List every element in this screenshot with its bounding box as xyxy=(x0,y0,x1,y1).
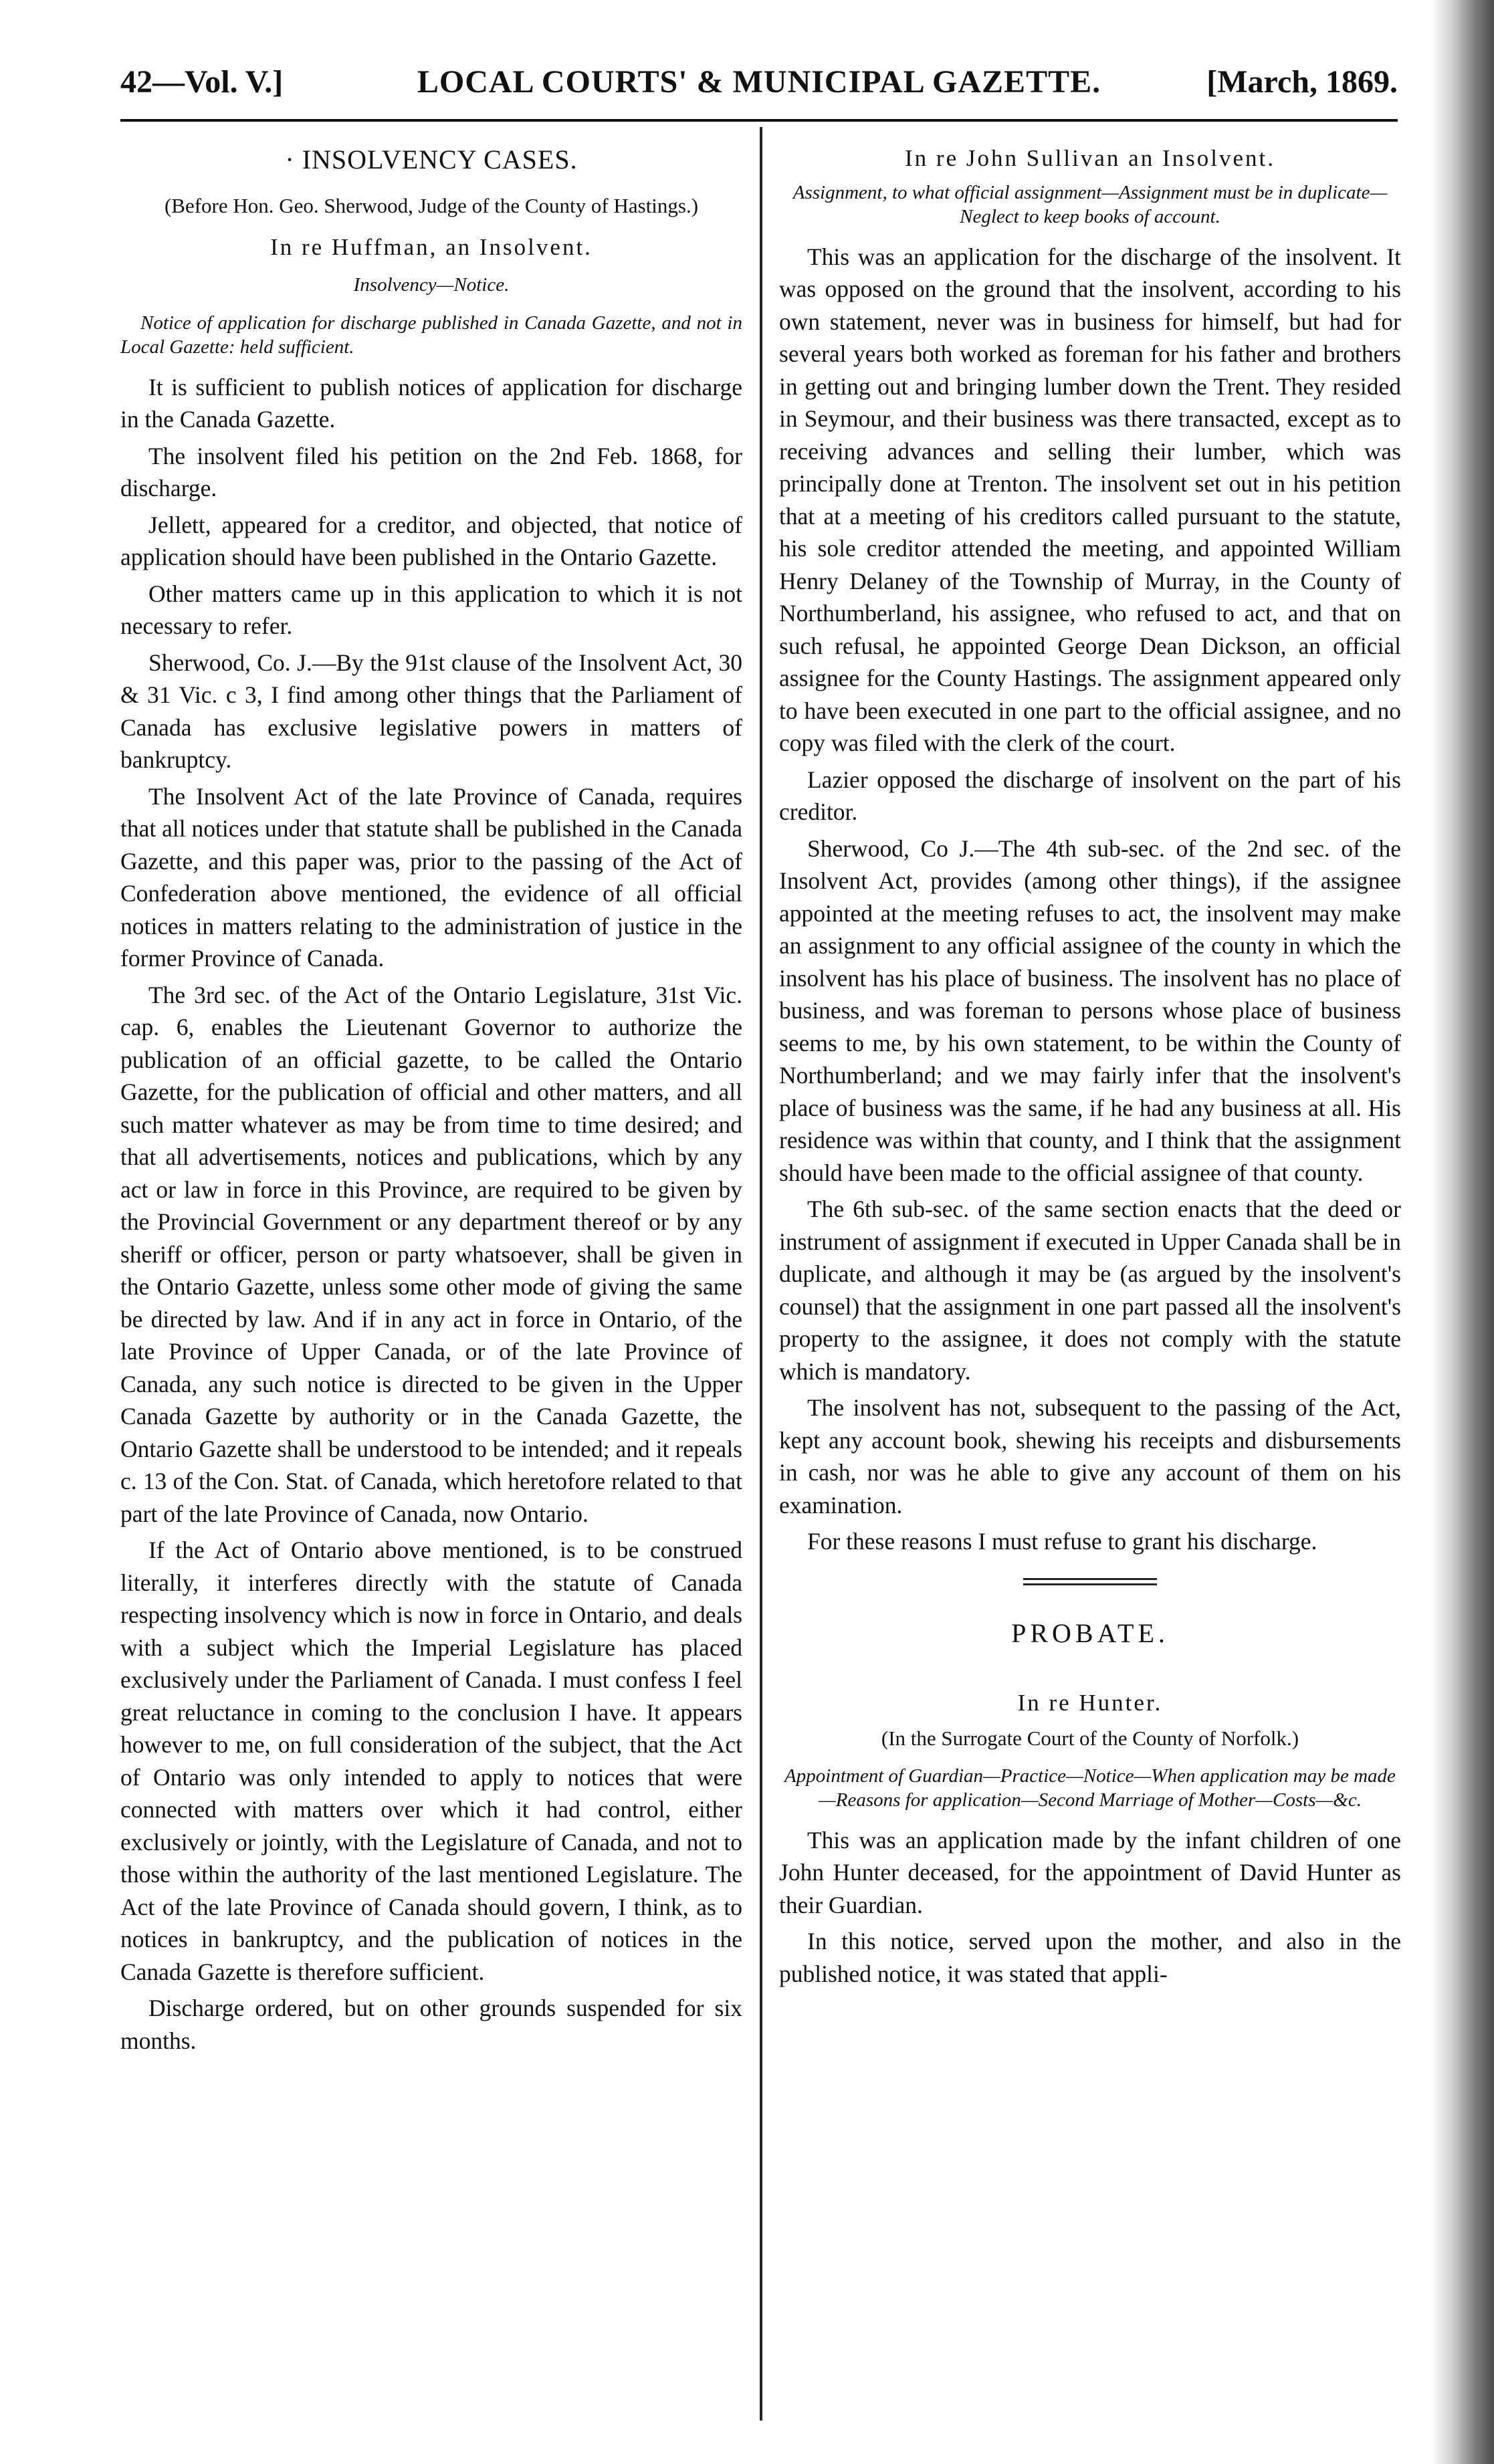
paragraph: The 6th sub-sec. of the same section enacts that the deed or instrument of assignment if executed in Upper Canada shall be in duplicate, and although it may be (as argued by the insolvent's counsel) that the assignment in one part passed all the insolvent's property to the assignee, it does not comply with the statute which is mandatory. xyxy=(779,1196,1401,1385)
paragraph: Sherwood, Co. J.—By the 91st clause of the Insolvent Act, 30 & 31 Vic. c 3, I find among other things that the Parliament of Canada has exclusive legislative powers in matters of bankruptcy. xyxy=(120,649,742,773)
court-line: (Before Hon. Geo. Sherwood, Judge of the County of Hastings.) xyxy=(164,193,699,217)
left-column xyxy=(120,137,742,2057)
probate-headnote: Appointment of Guardian—Practice—Notice—When application may be made—Reasons for application—Second Marriage of Mother—Costs—&c. xyxy=(784,1765,1396,1811)
headnote: Notice of application for discharge published in Canada Gazette, and not in Local Gazette: held sufficient. xyxy=(120,312,742,358)
volume-label: 42—Vol. V.] xyxy=(120,64,284,100)
paragraph: Sherwood, Co J.—The 4th sub-sec. of the 2nd sec. of the Insolvent Act, provides (among other things), if the assignee appointed at the meeting refuses to act, the insolvent may make an assignment to any official assignee of the county in which the insolvent has his place of business. The insolvent has no place of business, and was foreman to persons whose place of business seems to me, by his own statement, to be within the County of Northumberland; and we may fairly infer that the insolvent's place of business was the same, if he had any business at all. His residence was within that county, and I think that the assignment should have been made to the official assignee of that county. xyxy=(779,834,1401,1186)
topic-line: Insolvency—Notice. xyxy=(353,274,510,296)
paragraph: Lazier opposed the discharge of insolvent on the part of his creditor. xyxy=(779,766,1401,825)
paragraph: This was an application for the discharge of the insolvent. It was opposed on the ground that the insolvent, according to his own statement, never was in business for himself, but had for several years both worked as foreman for his father and brothers in getting out and bringing lumber down the Trent. They resided in Seymour, and their business was there transacted, except as to receiving advances and selling their lumber, which was principally done at Trenton. The insolvent set out in his petition that at a meeting of his creditors called pursuant to the statute, his sole creditor attended the meeting, and appointed William Henry Delaney of the Township of Murray, in the County of Northumberland, his assignee, who refused to act, and that on such refusal, he appointed George Dean Dickson, an official assignee for the County Hastings. The assignment appeared only to have been executed in one part to the official assignee, and no copy was filed with the clerk of the court. xyxy=(779,243,1401,756)
column-divider xyxy=(760,127,762,2421)
paragraph: Other matters came up in this application to which it is not necessary to refer. xyxy=(120,580,742,639)
probate-section-title: PROBATE. xyxy=(1011,1617,1169,1648)
page-header xyxy=(120,57,1398,117)
section-divider xyxy=(1023,1578,1157,1585)
paragraph: It is sufficient to publish notices of application for discharge in the Canada Gazette. xyxy=(120,373,742,433)
header-rule xyxy=(120,119,1398,122)
scan-edge-shadow xyxy=(1430,0,1494,2464)
paragraph: Discharge ordered, but on other grounds suspended for six months. xyxy=(120,1995,742,2054)
paragraph: The Insolvent Act of the late Province of Canada, requires that all notices under that statute shall be published in the Canada Gazette, and this paper was, prior to the passing of the Act of Confederation above mentioned, the evidence of all official notices in matters relating to the administration of justice in the former Province of Canada. xyxy=(120,782,742,972)
paragraph: Jellett, appeared for a creditor, and objected, that notice of application should have been published in the Ontario Gazette. xyxy=(120,511,742,570)
headnote: Assignment, to what official assignment—Assignment must be in duplicate—Neglect to keep books of account. xyxy=(792,181,1388,227)
case-title: In re Huffman, an Insolvent. xyxy=(270,233,593,260)
issue-date: [March, 1869. xyxy=(1206,64,1398,100)
probate-court-line: (In the Surrogate Court of the County of Norfolk.) xyxy=(881,1726,1299,1750)
probate-case-title: In re Hunter. xyxy=(1017,1690,1163,1716)
paragraph: In this notice, served upon the mother, and also in the published notice, it was stated that appli- xyxy=(779,1928,1401,1987)
section-title: · INSOLVENCY CASES. xyxy=(285,144,578,175)
paragraph: The 3rd sec. of the Act of the Ontario Legislature, 31st Vic. cap. 6, enables the Lieutenant Governor to authorize the publication of an official gazette, to be called the Ontario Gazette, for the publication of official and other matters, and all such matter whatever as may be from time to time desired; and that all advertisements, notices and publications, which by any act or law in force in this Province, are required to be given by the Provincial Government or any department thereof or by any sheriff or officer, person or party whatsoever, shall be given in the Ontario Gazette, unless some other mode of giving the same be directed by law. And if in any act in force in Ontario, of the late Province of Upper Canada, or of the late Province of Canada, any such notice is directed to be given in the Upper Canada Gazette by authority or in the Canada Gazette, the Ontario Gazette shall be understood to be intended; and it repeals c. 13 of the Con. Stat. of Canada, which heretofore related to that part of the late Province of Canada, now Ontario. xyxy=(120,981,742,1527)
case-title: In re John Sullivan an Insolvent. xyxy=(905,145,1275,171)
paragraph: If the Act of Ontario above mentioned, is to be construed literally, it interferes directly with the statute of Canada respecting insolvency which is now in force in Ontario, and deals with a subject which the Imperial Legislature has placed exclusively under the Parliament of Canada. I must confess I feel great reluctance in coming to the conclusion I have. It appears however to me, on full consideration of the subject, that the Act of Ontario was only intended to apply to notices that were connected with matters over which it had control, either exclusively or jointly, with the Legislature of Canada, and not to those within the authority of the last mentioned Legislature. The Act of the late Province of Canada should govern, I think, as to notices in bankruptcy, and the publication of notices in the Canada Gazette is therefore sufficient. xyxy=(120,1537,742,1985)
right-column xyxy=(779,137,1401,1990)
paragraph: This was an application made by the infant children of one John Hunter deceased, for the appointment of David Hunter as their Guardian. xyxy=(779,1826,1401,1918)
paragraph: The insolvent filed his petition on the 2nd Feb. 1868, for discharge. xyxy=(120,442,742,501)
publication-title: LOCAL COURTS' & MUNICIPAL GAZETTE. xyxy=(417,64,1101,100)
paragraph: The insolvent has not, subsequent to the passing of the Act, kept any account book, shewing his receipts and disbursements in cash, nor was he able to give any account of them on his examination. xyxy=(779,1394,1401,1519)
paragraph: For these reasons I must refuse to grant his discharge. xyxy=(807,1528,1317,1555)
